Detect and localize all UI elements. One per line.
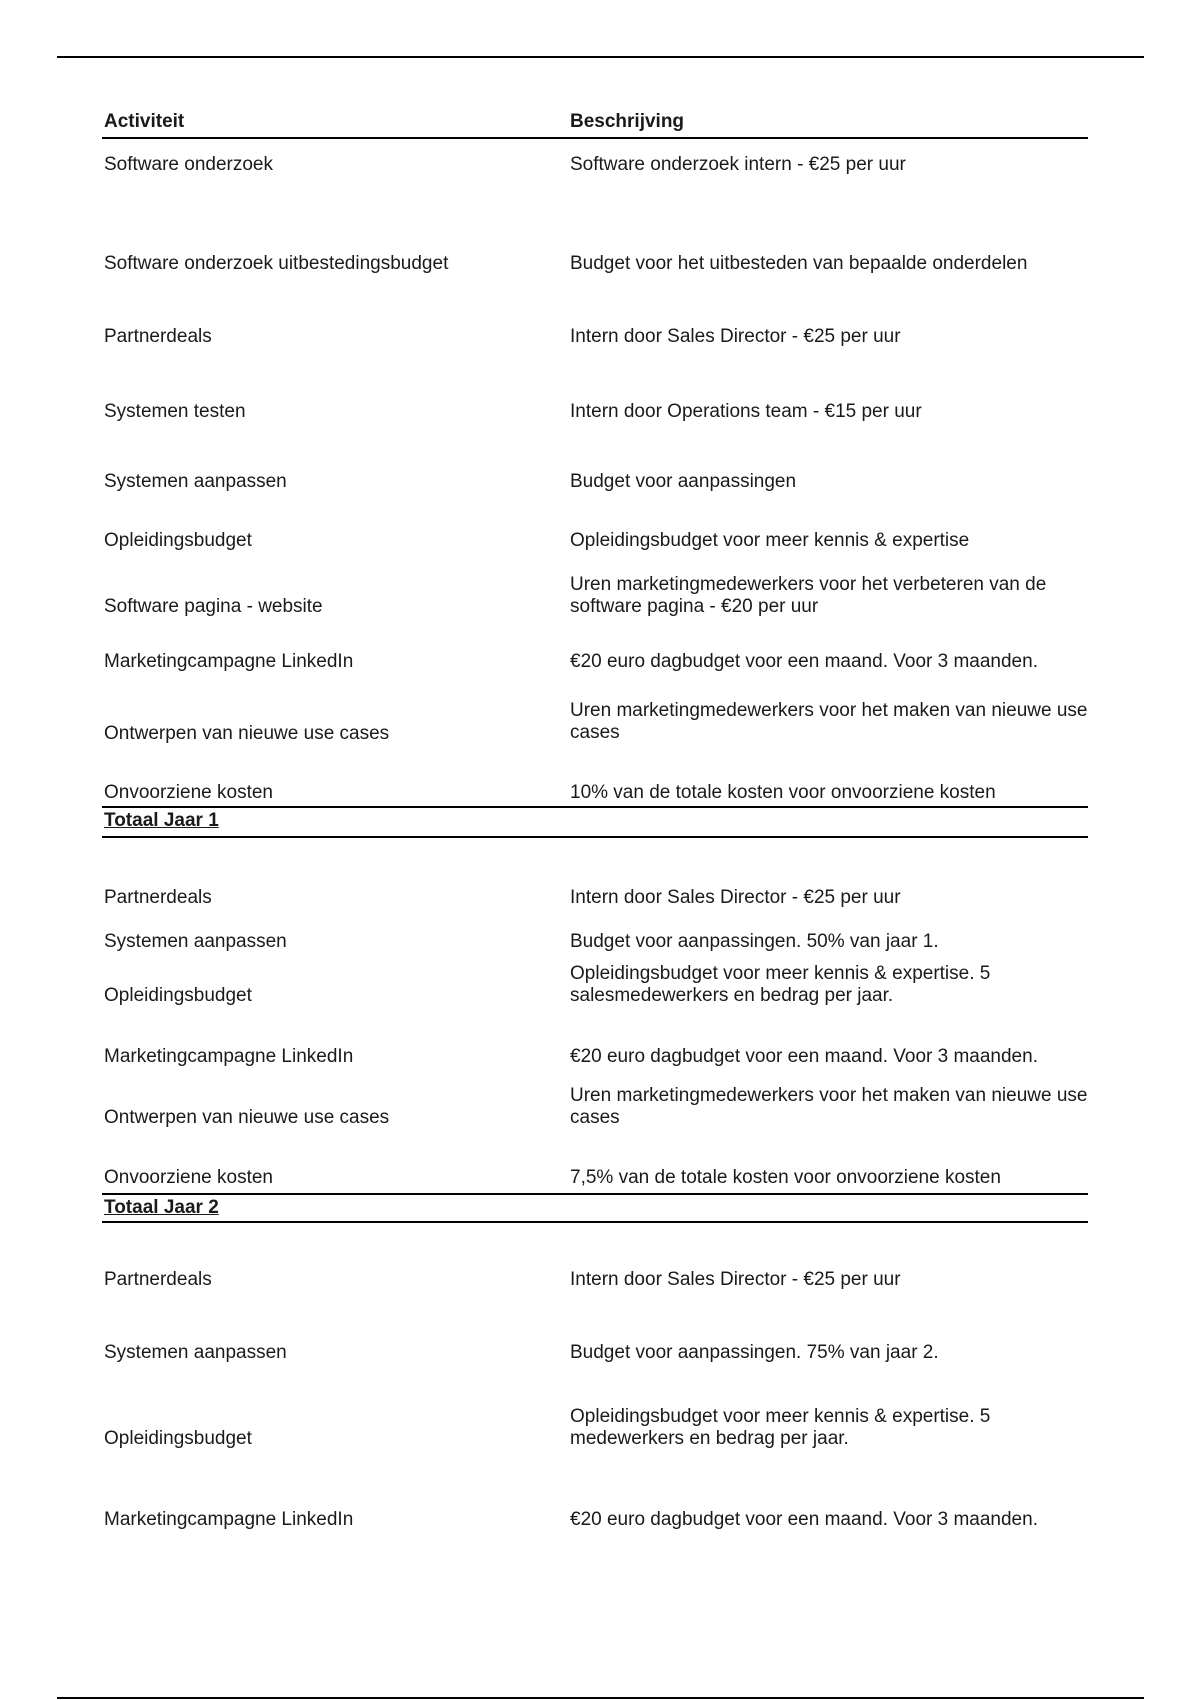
row-description: 10% van de totale kosten voor onvoorziene kosten bbox=[570, 782, 996, 803]
row-activity: Systemen testen bbox=[104, 401, 246, 422]
row-activity: Marketingcampagne LinkedIn bbox=[104, 651, 354, 672]
row-activity: Marketingcampagne LinkedIn bbox=[104, 1046, 354, 1067]
total-rule bbox=[102, 836, 1088, 838]
row-activity: Onvoorziene kosten bbox=[104, 782, 273, 803]
row-description: Opleidingsbudget voor meer kennis & expertise. 5 medewerkers en bedrag per jaar. bbox=[570, 1406, 991, 1449]
header-activity: Activiteit bbox=[104, 111, 185, 132]
total-year-1: Totaal Jaar 1 bbox=[104, 810, 219, 831]
row-description: Uren marketingmedewerkers voor het verbeteren van de software pagina - €20 per uur bbox=[570, 574, 1047, 617]
row-activity: Software pagina - website bbox=[104, 596, 323, 617]
row-description: Intern door Sales Director - €25 per uur bbox=[570, 326, 901, 347]
row-description: Budget voor het uitbesteden van bepaalde onderdelen bbox=[570, 253, 1028, 274]
header-rule bbox=[102, 137, 1088, 139]
row-description: Uren marketingmedewerkers voor het maken van nieuwe use cases bbox=[570, 700, 1088, 743]
page-top-rule bbox=[57, 56, 1144, 58]
row-description: €20 euro dagbudget voor een maand. Voor 3 maanden. bbox=[570, 1046, 1038, 1067]
row-activity: Partnerdeals bbox=[104, 887, 212, 908]
row-description: Budget voor aanpassingen. 50% van jaar 1. bbox=[570, 931, 939, 952]
row-activity: Opleidingsbudget bbox=[104, 530, 252, 551]
row-activity: Software onderzoek bbox=[104, 154, 273, 175]
row-description: Uren marketingmedewerkers voor het maken van nieuwe use cases bbox=[570, 1085, 1088, 1128]
total-rule bbox=[102, 1221, 1088, 1223]
row-activity: Software onderzoek uitbestedingsbudget bbox=[104, 253, 449, 274]
row-description: Opleidingsbudget voor meer kennis & expertise bbox=[570, 530, 970, 551]
total-year-2: Totaal Jaar 2 bbox=[104, 1197, 219, 1218]
row-activity: Systemen aanpassen bbox=[104, 471, 287, 492]
row-description: €20 euro dagbudget voor een maand. Voor 3 maanden. bbox=[570, 1509, 1038, 1530]
page-bottom-rule bbox=[57, 1697, 1144, 1699]
header-description: Beschrijving bbox=[570, 111, 685, 132]
row-activity: Partnerdeals bbox=[104, 326, 212, 347]
row-description: 7,5% van de totale kosten voor onvoorziene kosten bbox=[570, 1167, 1001, 1188]
row-activity: Ontwerpen van nieuwe use cases bbox=[104, 723, 390, 744]
row-activity: Systemen aanpassen bbox=[104, 1342, 287, 1363]
row-description: Budget voor aanpassingen. 75% van jaar 2. bbox=[570, 1342, 939, 1363]
row-activity: Opleidingsbudget bbox=[104, 1428, 252, 1449]
row-description: Opleidingsbudget voor meer kennis & expertise. 5 salesmedewerkers en bedrag per jaar. bbox=[570, 963, 991, 1006]
row-description: Software onderzoek intern - €25 per uur bbox=[570, 154, 906, 175]
row-description: Budget voor aanpassingen bbox=[570, 471, 797, 492]
total-rule bbox=[102, 1193, 1088, 1195]
row-activity: Opleidingsbudget bbox=[104, 985, 252, 1006]
row-activity: Onvoorziene kosten bbox=[104, 1167, 273, 1188]
row-description: Intern door Sales Director - €25 per uur bbox=[570, 1269, 901, 1290]
row-description: €20 euro dagbudget voor een maand. Voor 3 maanden. bbox=[570, 651, 1038, 672]
row-activity: Systemen aanpassen bbox=[104, 931, 287, 952]
row-activity: Ontwerpen van nieuwe use cases bbox=[104, 1107, 390, 1128]
row-activity: Partnerdeals bbox=[104, 1269, 212, 1290]
row-description: Intern door Sales Director - €25 per uur bbox=[570, 887, 901, 908]
row-activity: Marketingcampagne LinkedIn bbox=[104, 1509, 354, 1530]
total-rule bbox=[102, 806, 1088, 808]
row-description: Intern door Operations team - €15 per uur bbox=[570, 401, 922, 422]
